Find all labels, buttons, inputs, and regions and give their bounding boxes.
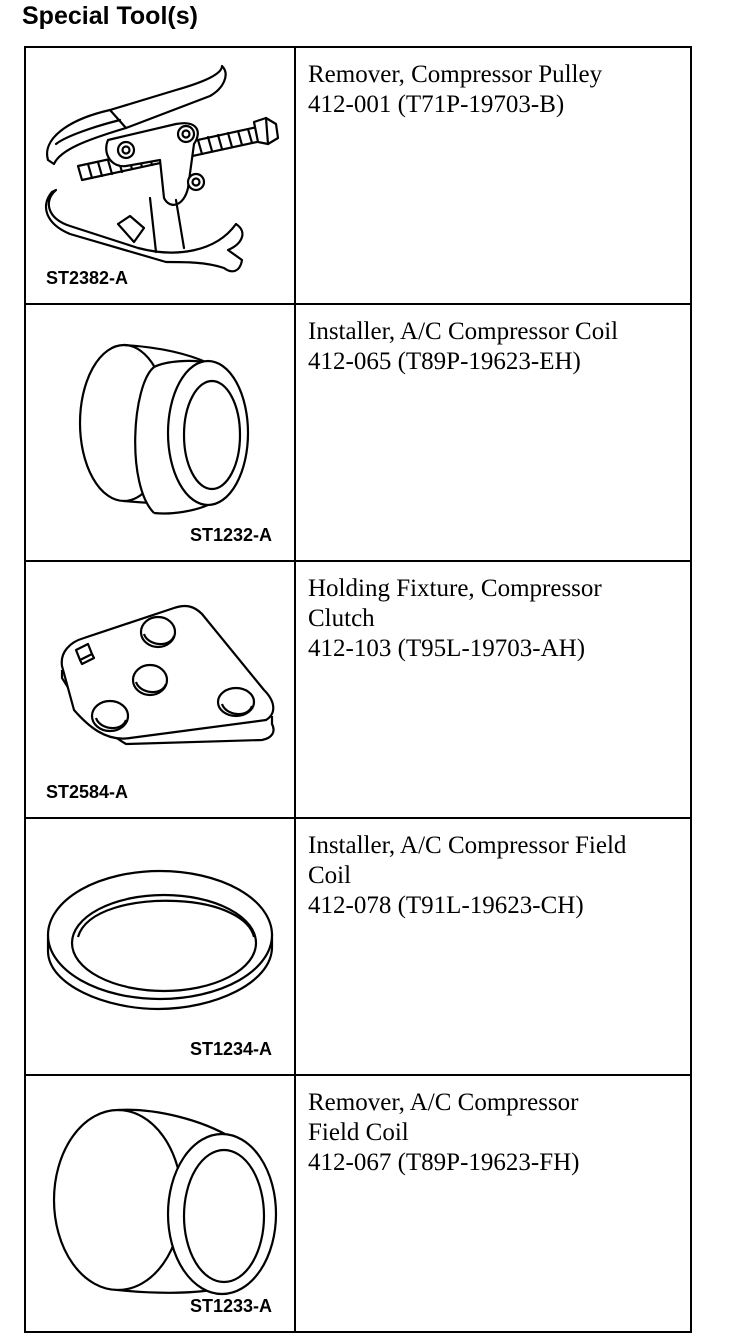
- tool-description-cell: [295, 304, 691, 561]
- tool-name: Installer, A/C Compressor Coil: [308, 318, 619, 345]
- tool-row: [25, 1075, 691, 1332]
- coil-installer-illustration: [26, 305, 290, 560]
- tool-illustration-cell: [25, 1075, 295, 1332]
- tool-name: Holding Fixture, Compressor: [308, 575, 602, 602]
- tool-illustration-cell: [25, 47, 295, 304]
- tool-row: [25, 47, 691, 304]
- page-heading: Special Tool(s): [22, 2, 198, 30]
- tool-row: [25, 561, 691, 818]
- field-coil-installer-illustration: [26, 819, 290, 1074]
- figure-id: ST2382-A: [46, 268, 129, 288]
- tool-name-continued: Field Coil: [308, 1119, 409, 1146]
- tool-number: 412-078 (T91L-19623-CH): [308, 892, 584, 919]
- tool-name-continued: Clutch: [308, 605, 375, 632]
- tool-number: 412-103 (T95L-19703-AH): [308, 635, 586, 662]
- tool-illustration-cell: [25, 818, 295, 1075]
- tool-name: Remover, Compressor Pulley: [308, 61, 603, 88]
- tool-name: Remover, A/C Compressor: [308, 1089, 579, 1116]
- figure-id: ST2584-A: [46, 782, 129, 802]
- tool-description-cell: [295, 561, 691, 818]
- tool-description-cell: [295, 818, 691, 1075]
- figure-id: ST1233-A: [189, 1296, 272, 1316]
- tool-number: 412-067 (T89P-19623-FH): [308, 1149, 580, 1176]
- figure-id: ST1234-A: [189, 1039, 272, 1059]
- tool-description-cell: [295, 47, 691, 304]
- tool-illustration-cell: [25, 304, 295, 561]
- tool-number: 412-001 (T71P-19703-B): [308, 91, 565, 118]
- tool-row: [25, 818, 691, 1075]
- holding-fixture-illustration: [26, 562, 290, 817]
- figure-id: ST1232-A: [189, 525, 272, 545]
- tool-illustration-cell: [25, 561, 295, 818]
- special-tools-table: [24, 46, 692, 1333]
- tool-row: [25, 304, 691, 561]
- tool-description-cell: [295, 1075, 691, 1332]
- field-coil-remover-illustration: [26, 1076, 290, 1331]
- tool-number: 412-065 (T89P-19623-EH): [308, 348, 581, 375]
- tool-name-continued: Coil: [308, 862, 352, 889]
- pulley-remover-illustration: [26, 48, 290, 303]
- tool-name: Installer, A/C Compressor Field: [308, 832, 627, 859]
